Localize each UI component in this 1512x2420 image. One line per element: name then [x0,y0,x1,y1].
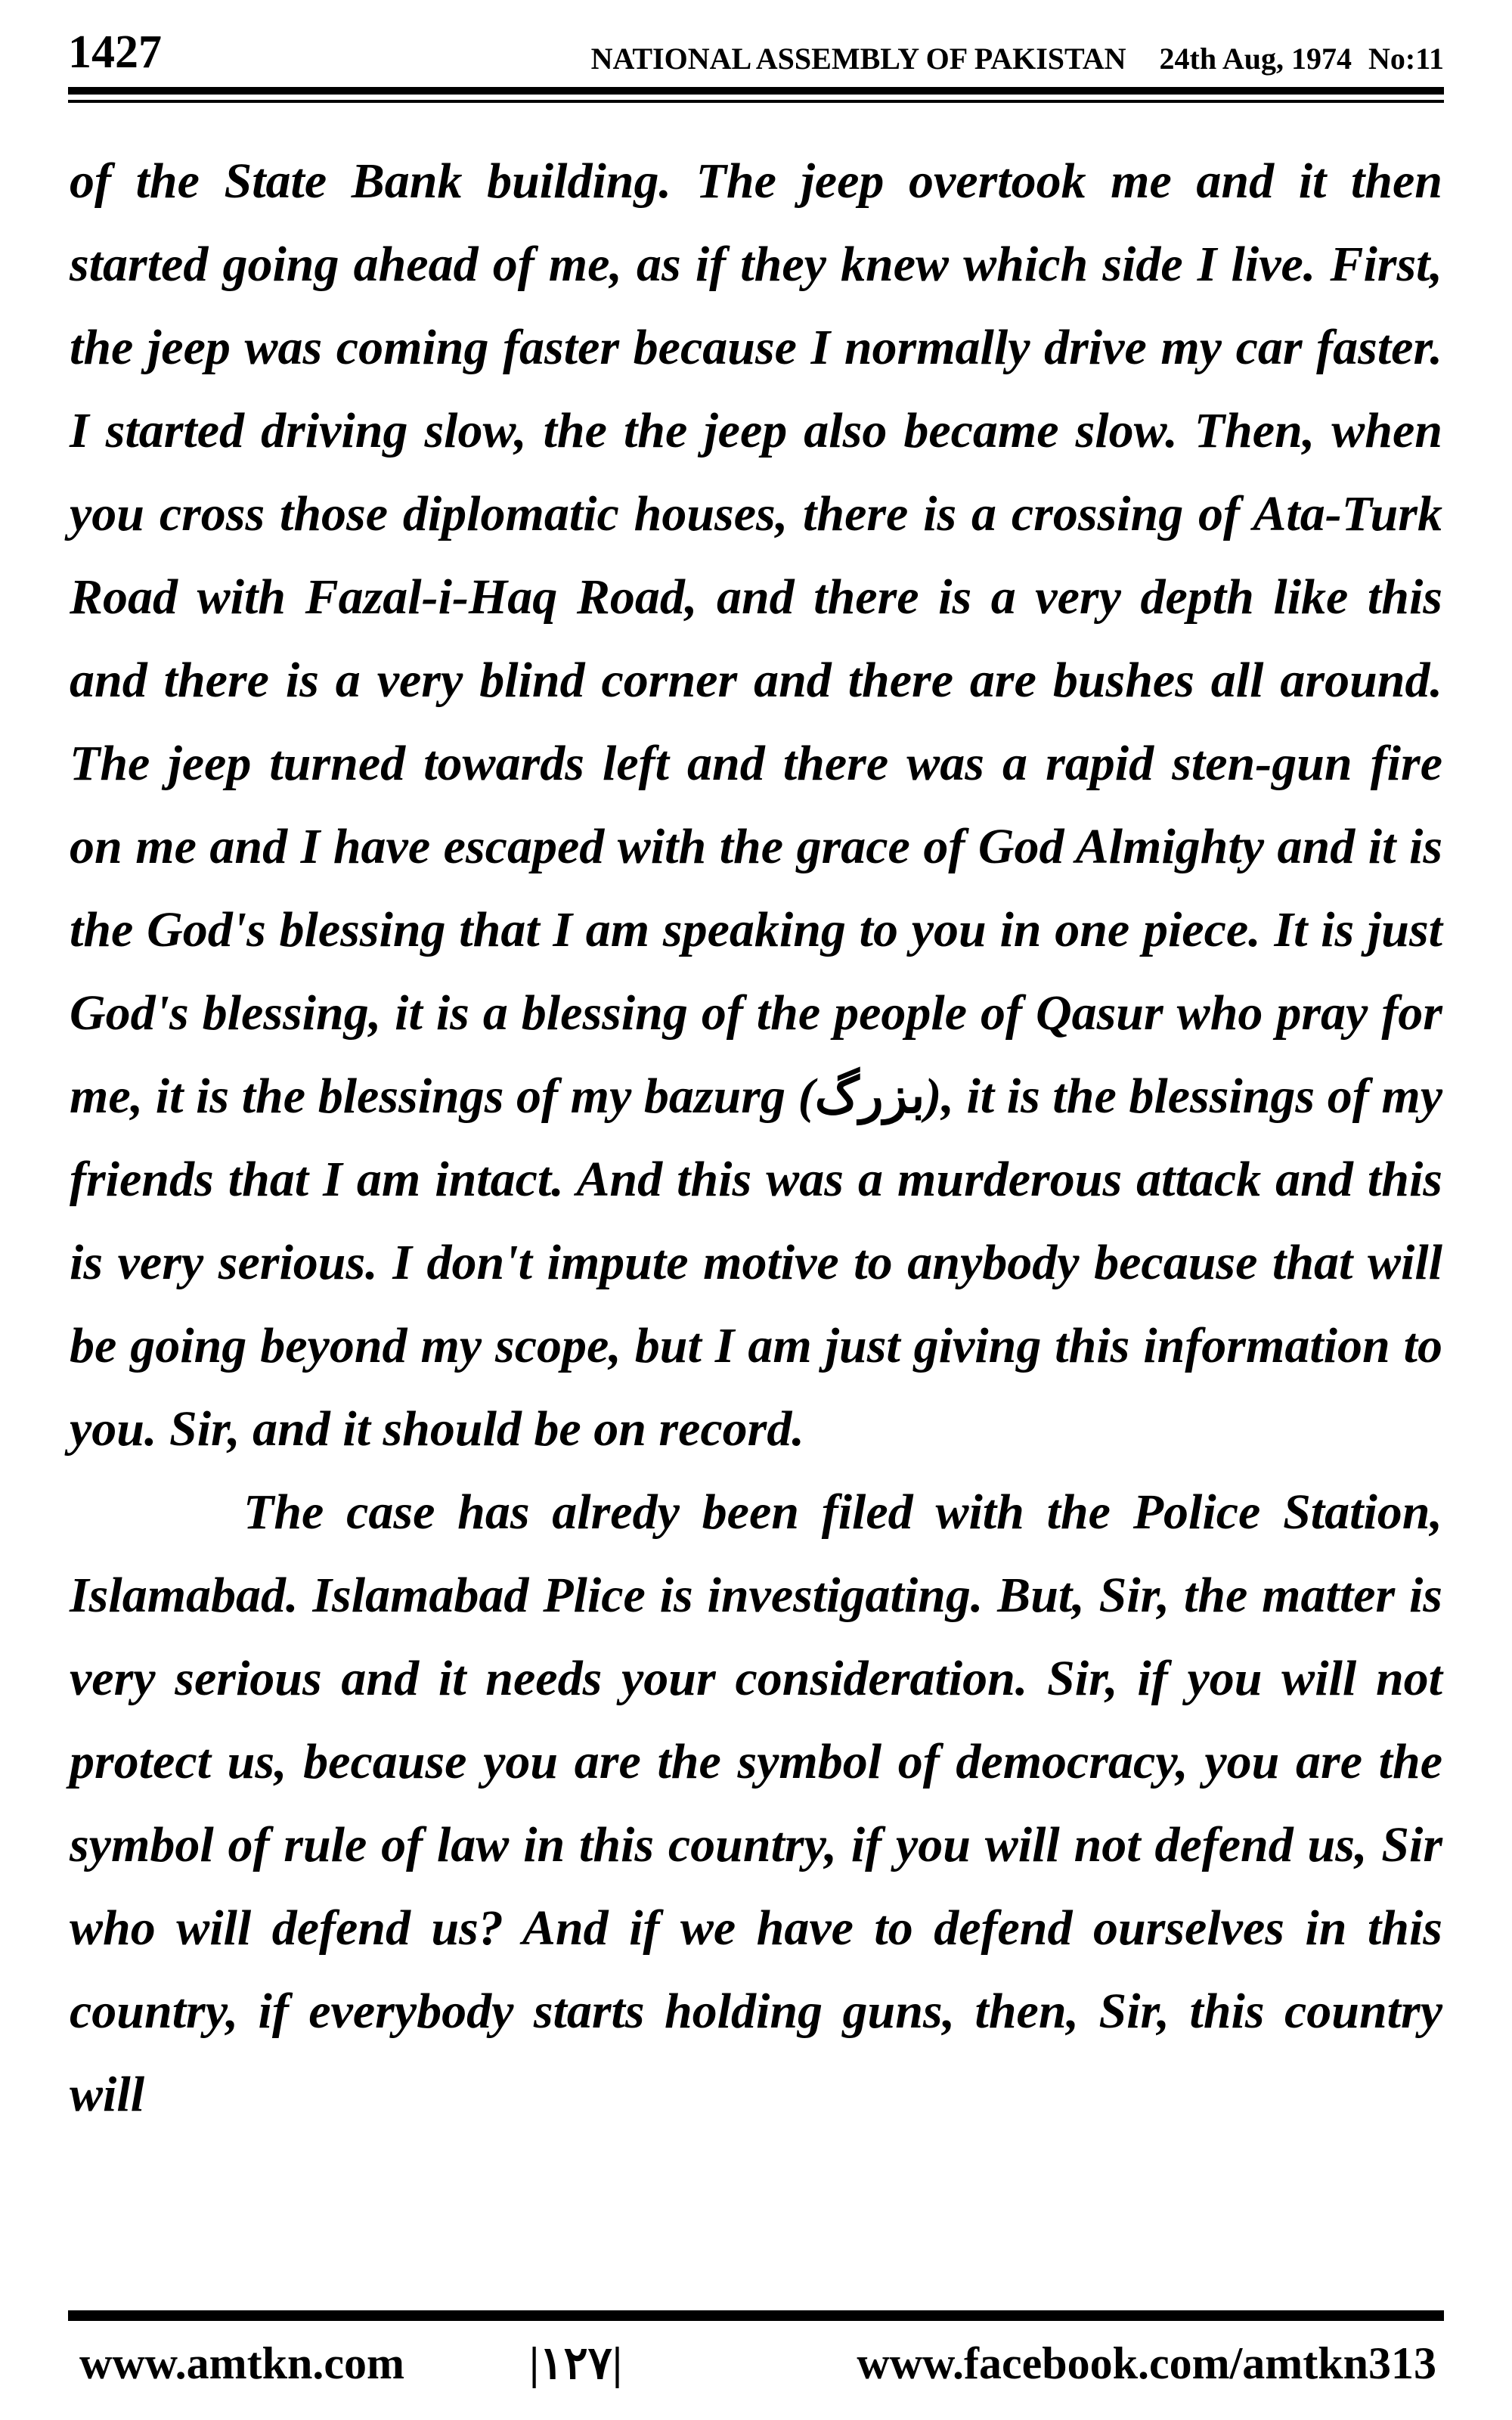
paragraph-1-text-a: of the State Bank building. The jeep overtook me and it then started going ahead of me, as if they knew which side I live. First, the jeep was coming faster because I normally drive my car faster. I started driving slow, the the jeep also became slow. Then, when you cross those diplomatic houses, there is a crossing of Ata-Turk Road with Fazal-i-Haq Road, and there is a very depth like this and there is a very blind corner and there are bushes all around. The jeep turned towards left and there was a rapid sten-gun fire on me and I have escaped with the grace of God Almighty and it is the God's blessing that I am speaking to you in one piece. It is just God's blessing, it is a blessing of the people of Qasur who pray for me, it is the blessings of my bazurg ( [70,154,1442,1124]
page-footer [68,2329,1444,2397]
issue-number: No:11 [1368,42,1444,76]
page-header [68,21,1444,89]
footer-page-reference: |١٢٧| [529,2338,623,2388]
session-date: 24th Aug, 1974 [1159,42,1352,76]
header-rule-thick [68,87,1444,95]
paragraph-1-text-b: ), it is the blessings of my friends that I am intact. And this was a murderous attack and this is very serious. I don't impute motive to anybody because that will be going beyond my scope, but I am just giving this information to you. Sir, and it should be on record. [70,1069,1442,1457]
page-number: 1427 [68,26,162,78]
header-rule-thin [68,100,1444,103]
website-link: www.amtkn.com [79,2338,404,2388]
footer-rule [68,2310,1444,2321]
urdu-word: بزرگ [814,1069,925,1124]
paragraph-1 [70,140,1442,1471]
header-info [591,44,1444,74]
publication-title: NATIONAL ASSEMBLY OF PAKISTAN [590,42,1126,76]
document-body [70,140,1442,2136]
facebook-link: www.facebook.com/amtkn313 [857,2338,1436,2388]
paragraph-2: The case has alredy been filed with the Police Station, Islamabad. Islamabad Plice is investigating. But, Sir, the matter is very serious and it needs your consideration. Sir, if you will not protect us, because you are the symbol of democracy, you are the symbol of rule of law in this country, if you will not defend us, Sir who will defend us? And if we have to defend ourselves in this country, if everybody starts holding guns, then, Sir, this country will [70,1485,1442,2122]
